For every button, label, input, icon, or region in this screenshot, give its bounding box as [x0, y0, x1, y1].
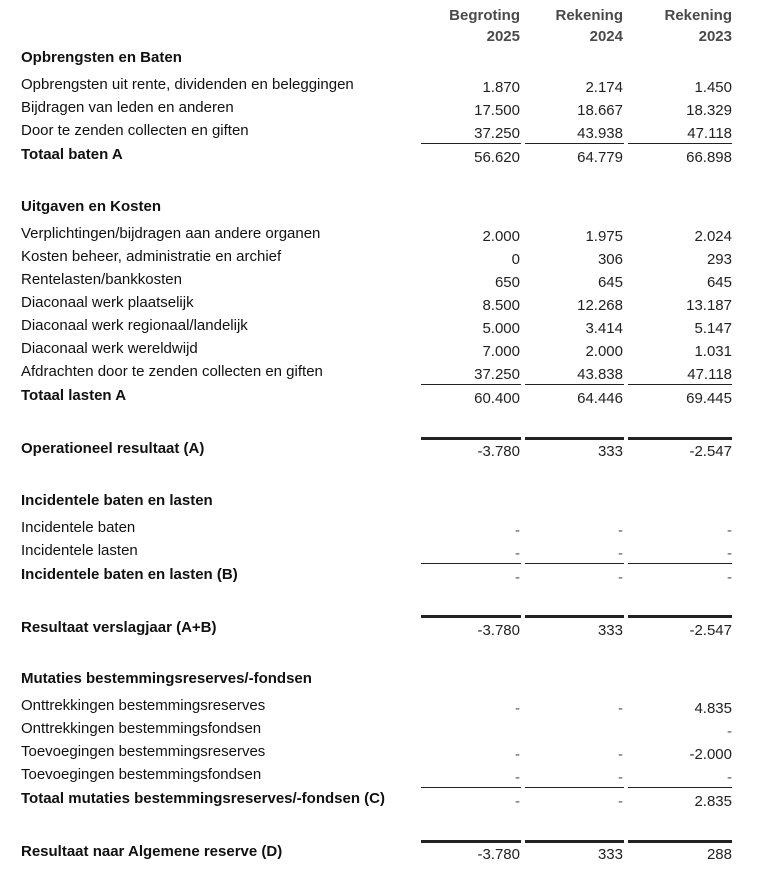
value-rekening-2023: 5.147	[694, 320, 732, 337]
total-rule	[421, 563, 521, 564]
value-rekening-2023: 2.835	[694, 793, 732, 810]
section-title: Mutaties bestemmingsreserves/-fondsen	[21, 670, 312, 687]
total-rule	[628, 143, 732, 144]
table-row	[0, 316, 757, 339]
row-label: Incidentele lasten	[21, 542, 138, 559]
table-row	[0, 541, 757, 564]
value-begroting-2025: 5.000	[482, 320, 520, 337]
value-begroting-2025: 7.000	[482, 343, 520, 360]
row-label: Totaal mutaties bestemmingsreserves/-fondsen (C)	[21, 790, 385, 807]
value-rekening-2024: 18.667	[577, 102, 623, 119]
row-label: Incidentele baten en lasten (B)	[21, 566, 238, 583]
row-label: Resultaat verslagjaar (A+B)	[21, 619, 217, 636]
value-begroting-2025: 17.500	[474, 102, 520, 119]
value-rekening-2024: -	[618, 793, 623, 810]
row-label: Diaconaal werk wereldwijd	[21, 340, 198, 357]
total-row-lasten	[0, 386, 757, 409]
column-header-rekening-2023	[664, 5, 732, 47]
total-rule	[525, 787, 624, 788]
total-row-baten	[0, 145, 757, 168]
value-rekening-2024: 306	[597, 251, 623, 268]
section-heading-lasten	[0, 197, 757, 220]
row-label: Incidentele baten	[21, 519, 136, 536]
row-label: Diaconaal werk plaatselijk	[21, 294, 194, 311]
section-heading-incidenteel	[0, 491, 757, 514]
section-title: Incidentele baten en lasten	[21, 492, 213, 509]
value-begroting-2025: 1.870	[482, 79, 520, 96]
value-begroting-2025: 56.620	[474, 149, 520, 166]
value-rekening-2024: -	[618, 522, 623, 539]
row-label: Rentelasten/bankkosten	[21, 271, 182, 288]
value-rekening-2023: 1.031	[694, 343, 732, 360]
value-rekening-2024: 2.174	[585, 79, 623, 96]
section-title: Opbrengsten en Baten	[21, 49, 182, 66]
result-row-verslagjaar	[0, 618, 757, 641]
value-rekening-2024: -	[618, 769, 623, 786]
value-begroting-2025: 0	[511, 251, 520, 268]
value-rekening-2024: 333	[597, 443, 623, 460]
value-begroting-2025: -	[515, 700, 520, 717]
row-label: Afdrachten door te zenden collecten en giften	[21, 363, 323, 380]
column-header-year: 2023	[698, 28, 732, 45]
value-begroting-2025: -	[515, 569, 520, 586]
table-row	[0, 121, 757, 144]
value-begroting-2025: 650	[494, 274, 520, 291]
value-begroting-2025: -3.780	[477, 622, 520, 639]
value-rekening-2024: 1.975	[585, 228, 623, 245]
value-rekening-2024: 2.000	[585, 343, 623, 360]
value-begroting-2025: 37.250	[474, 125, 520, 142]
row-label: Totaal baten A	[21, 146, 123, 163]
value-begroting-2025: 60.400	[474, 390, 520, 407]
row-label: Kosten beheer, administratie en archief	[21, 248, 282, 265]
total-rule	[628, 787, 732, 788]
section-heading-mutaties	[0, 669, 757, 692]
value-rekening-2024: -	[618, 700, 623, 717]
total-rule	[628, 563, 732, 564]
table-row	[0, 270, 757, 293]
total-row-incidenteel	[0, 565, 757, 588]
value-begroting-2025: -	[515, 769, 520, 786]
total-rule	[525, 384, 624, 385]
table-row	[0, 362, 757, 385]
column-header-line1: Rekening	[555, 7, 623, 24]
value-rekening-2023: 47.118	[687, 125, 732, 142]
row-label: Operationeel resultaat (A)	[21, 440, 205, 457]
column-header-year: 2025	[486, 28, 520, 45]
value-rekening-2024: 333	[597, 846, 623, 863]
section-title: Uitgaven en Kosten	[21, 198, 162, 215]
value-begroting-2025: -3.780	[477, 846, 520, 863]
value-begroting-2025: -	[515, 545, 520, 562]
value-rekening-2023: 69.445	[686, 390, 732, 407]
table-row	[0, 696, 757, 719]
value-rekening-2023: 2.024	[694, 228, 732, 245]
value-rekening-2023: -2.547	[689, 443, 732, 460]
total-rule	[628, 384, 732, 385]
value-rekening-2023: -2.547	[689, 622, 732, 639]
value-rekening-2023: -	[727, 545, 732, 562]
value-begroting-2025: -3.780	[477, 443, 520, 460]
value-rekening-2024: 3.414	[585, 320, 623, 337]
value-rekening-2024: 43.938	[577, 125, 623, 142]
value-rekening-2024: -	[618, 545, 623, 562]
value-rekening-2023: -	[727, 522, 732, 539]
value-rekening-2024: -	[618, 569, 623, 586]
total-rule	[421, 787, 521, 788]
total-rule	[525, 143, 624, 144]
value-rekening-2024: 12.268	[577, 297, 623, 314]
column-header-year: 2024	[589, 28, 623, 45]
value-begroting-2025: 8.500	[482, 297, 520, 314]
table-row	[0, 247, 757, 270]
row-label: Resultaat naar Algemene reserve (D)	[21, 843, 283, 860]
table-row	[0, 339, 757, 362]
value-begroting-2025: -	[515, 522, 520, 539]
value-begroting-2025: 37.250	[474, 366, 520, 383]
row-label: Totaal lasten A	[21, 387, 127, 404]
column-header-begroting-2025	[449, 5, 520, 47]
total-row-mutaties	[0, 789, 757, 812]
section-heading-baten	[0, 48, 757, 71]
row-label: Toevoegingen bestemmingsfondsen	[21, 766, 262, 783]
value-rekening-2023: -	[727, 769, 732, 786]
row-label: Verplichtingen/bijdragen aan andere organen	[21, 225, 321, 242]
value-rekening-2023: 66.898	[686, 149, 732, 166]
table-row	[0, 742, 757, 765]
table-row	[0, 719, 757, 742]
table-row	[0, 98, 757, 121]
value-rekening-2024: 64.779	[577, 149, 623, 166]
value-rekening-2023: 1.450	[694, 79, 732, 96]
value-rekening-2024: -	[618, 746, 623, 763]
row-label: Toevoegingen bestemmingsreserves	[21, 743, 266, 760]
value-rekening-2023: -	[727, 569, 732, 586]
row-label: Onttrekkingen bestemmingsreserves	[21, 697, 266, 714]
value-rekening-2023: -	[727, 723, 732, 740]
table-row	[0, 518, 757, 541]
row-label: Diaconaal werk regionaal/landelijk	[21, 317, 248, 334]
value-rekening-2023: 293	[706, 251, 732, 268]
value-rekening-2023: 645	[706, 274, 732, 291]
table-row	[0, 224, 757, 247]
value-rekening-2023: 47.118	[687, 366, 732, 383]
row-label: Door te zenden collecten en giften	[21, 122, 249, 139]
value-rekening-2024: 64.446	[577, 390, 623, 407]
table-row	[0, 765, 757, 788]
value-rekening-2023: -2.000	[689, 746, 732, 763]
column-header-line1: Rekening	[664, 7, 732, 24]
value-begroting-2025: -	[515, 793, 520, 810]
value-begroting-2025: -	[515, 746, 520, 763]
total-rule	[525, 563, 624, 564]
value-rekening-2023: 18.329	[686, 102, 732, 119]
row-label: Opbrengsten uit rente, dividenden en beleggingen	[21, 76, 354, 93]
table-row	[0, 293, 757, 316]
value-begroting-2025: 2.000	[482, 228, 520, 245]
value-rekening-2024: 333	[597, 622, 623, 639]
row-label: Onttrekkingen bestemmingsfondsen	[21, 720, 262, 737]
value-rekening-2023: 13.187	[686, 297, 732, 314]
value-rekening-2023: 4.835	[694, 700, 732, 717]
column-header-line1: Begroting	[449, 7, 520, 24]
column-header-rekening-2024	[555, 5, 623, 47]
value-rekening-2024: 645	[597, 274, 623, 291]
total-rule	[421, 384, 521, 385]
value-rekening-2023: 288	[706, 846, 732, 863]
value-rekening-2024: 43.838	[577, 366, 623, 383]
result-row-operationeel	[0, 439, 757, 462]
table-row	[0, 75, 757, 98]
row-label: Bijdragen van leden en anderen	[21, 99, 234, 116]
total-rule	[421, 143, 521, 144]
result-row-algemene-reserve	[0, 842, 757, 865]
